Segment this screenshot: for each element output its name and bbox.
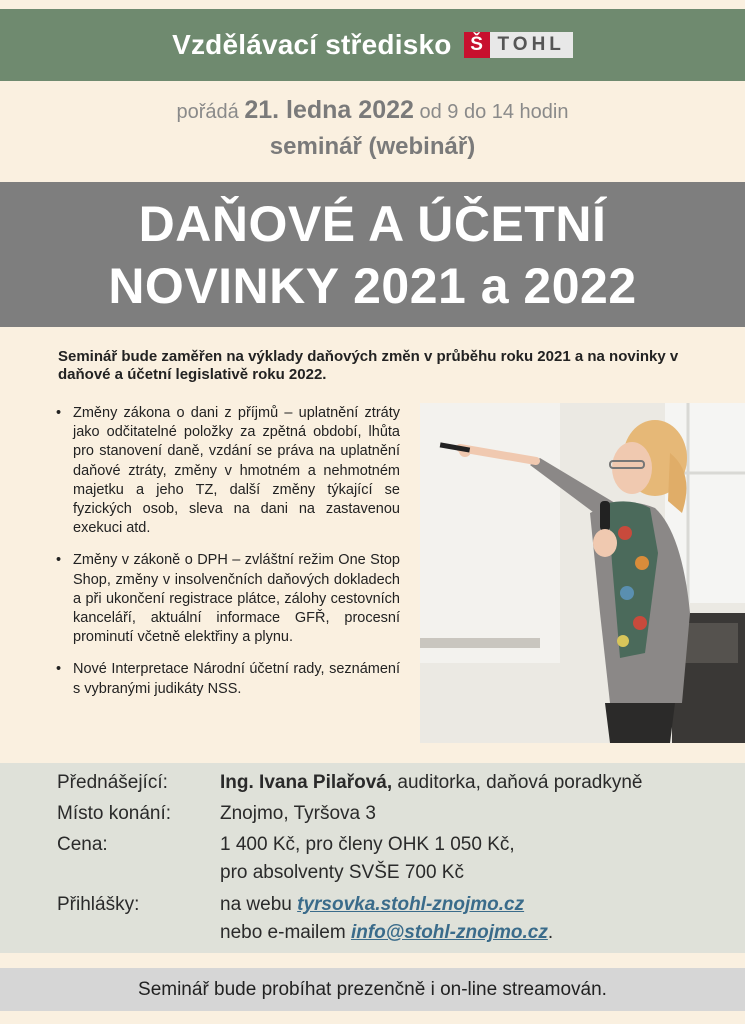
footer-note: Seminář bude probíhat prezenčně i on-line streamován. bbox=[0, 968, 745, 1011]
signup-mail bbox=[220, 922, 553, 944]
topic-list bbox=[56, 404, 400, 712]
lecturer-role: auditorka, daňová poradkyně bbox=[397, 772, 643, 793]
lecturer-name: Ing. Ivana Pilařová, bbox=[220, 772, 393, 793]
signup-web-prefix: na webu bbox=[220, 894, 292, 915]
header-title: Vzdělávací středisko bbox=[172, 29, 452, 60]
title-line-1: DAŇOVÉ A ÚČETNÍ bbox=[138, 195, 607, 252]
signup-label: Přihlášky: bbox=[57, 894, 140, 915]
place-value: Znojmo, Tyršova 3 bbox=[220, 803, 376, 824]
signup-mail-suffix: . bbox=[547, 922, 554, 943]
stohl-logo bbox=[464, 32, 573, 58]
event-prefix: pořádá bbox=[176, 101, 239, 123]
intro-text: Seminář bude zaměřen na výklady daňových změn v průběhu roku 2021 a na novinky v daňové a účetní legislativě roku 2022. bbox=[58, 348, 679, 383]
email-link[interactable]: info@stohl-znojmo.cz bbox=[350, 922, 548, 943]
title-line-2: NOVINKY 2021 a 2022 bbox=[108, 257, 637, 314]
event-time: od 9 do 14 hodin bbox=[419, 101, 569, 123]
price-label: Cena: bbox=[57, 834, 108, 855]
header-banner bbox=[0, 9, 745, 81]
info-panel bbox=[0, 763, 745, 953]
web-link[interactable]: tyrsovka.stohl-znojmo.cz bbox=[297, 894, 525, 915]
lecturer-label: Přednášející: bbox=[57, 772, 168, 793]
logo-first-letter: Š bbox=[464, 32, 490, 58]
price-line-2: pro absolventy SVŠE 700 Kč bbox=[220, 862, 464, 883]
price-line-1: 1 400 Kč, pro členy OHK 1 050 Kč, bbox=[220, 834, 515, 855]
signup-mail-prefix: nebo e-mailem bbox=[220, 922, 346, 943]
logo-rest-letters: TOHL bbox=[490, 32, 573, 58]
event-date-line bbox=[0, 96, 745, 125]
event-type: seminář (webinář) bbox=[269, 133, 476, 160]
list-item: • Změny v zákoně o DPH – zvláštní režim One Stop Shop, změny v insolvenčních daňových dokladech a při ukončení registrace plátce, zálohy cestovních kanceláří, aktuální informace GFŘ, procesní prominutí včetně elektřiny a plynu. bbox=[56, 551, 400, 647]
lecturer-photo bbox=[420, 403, 745, 743]
place-label: Místo konání: bbox=[57, 803, 172, 824]
list-item: • Nové Interpretace Národní účetní rady, seznámení s vybranými judikáty NSS. bbox=[56, 660, 400, 698]
signup-web bbox=[220, 894, 524, 916]
list-item: • Změny zákona o dani z příjmů – uplatnění ztráty jako odčitatelné položky za zpětná období, lhůta pro stanovení daně, vzdání se práva na uplatnění daňové ztráty, změny v hmotném a nehmotném majetku a jeho TZ, další změny týkající se fyzických osob, sleva na dani na zastavenou exekuci atd. bbox=[56, 404, 400, 538]
event-date: 21. ledna 2022 bbox=[244, 96, 414, 124]
title-band bbox=[0, 182, 745, 327]
lecturer-value bbox=[220, 772, 642, 794]
